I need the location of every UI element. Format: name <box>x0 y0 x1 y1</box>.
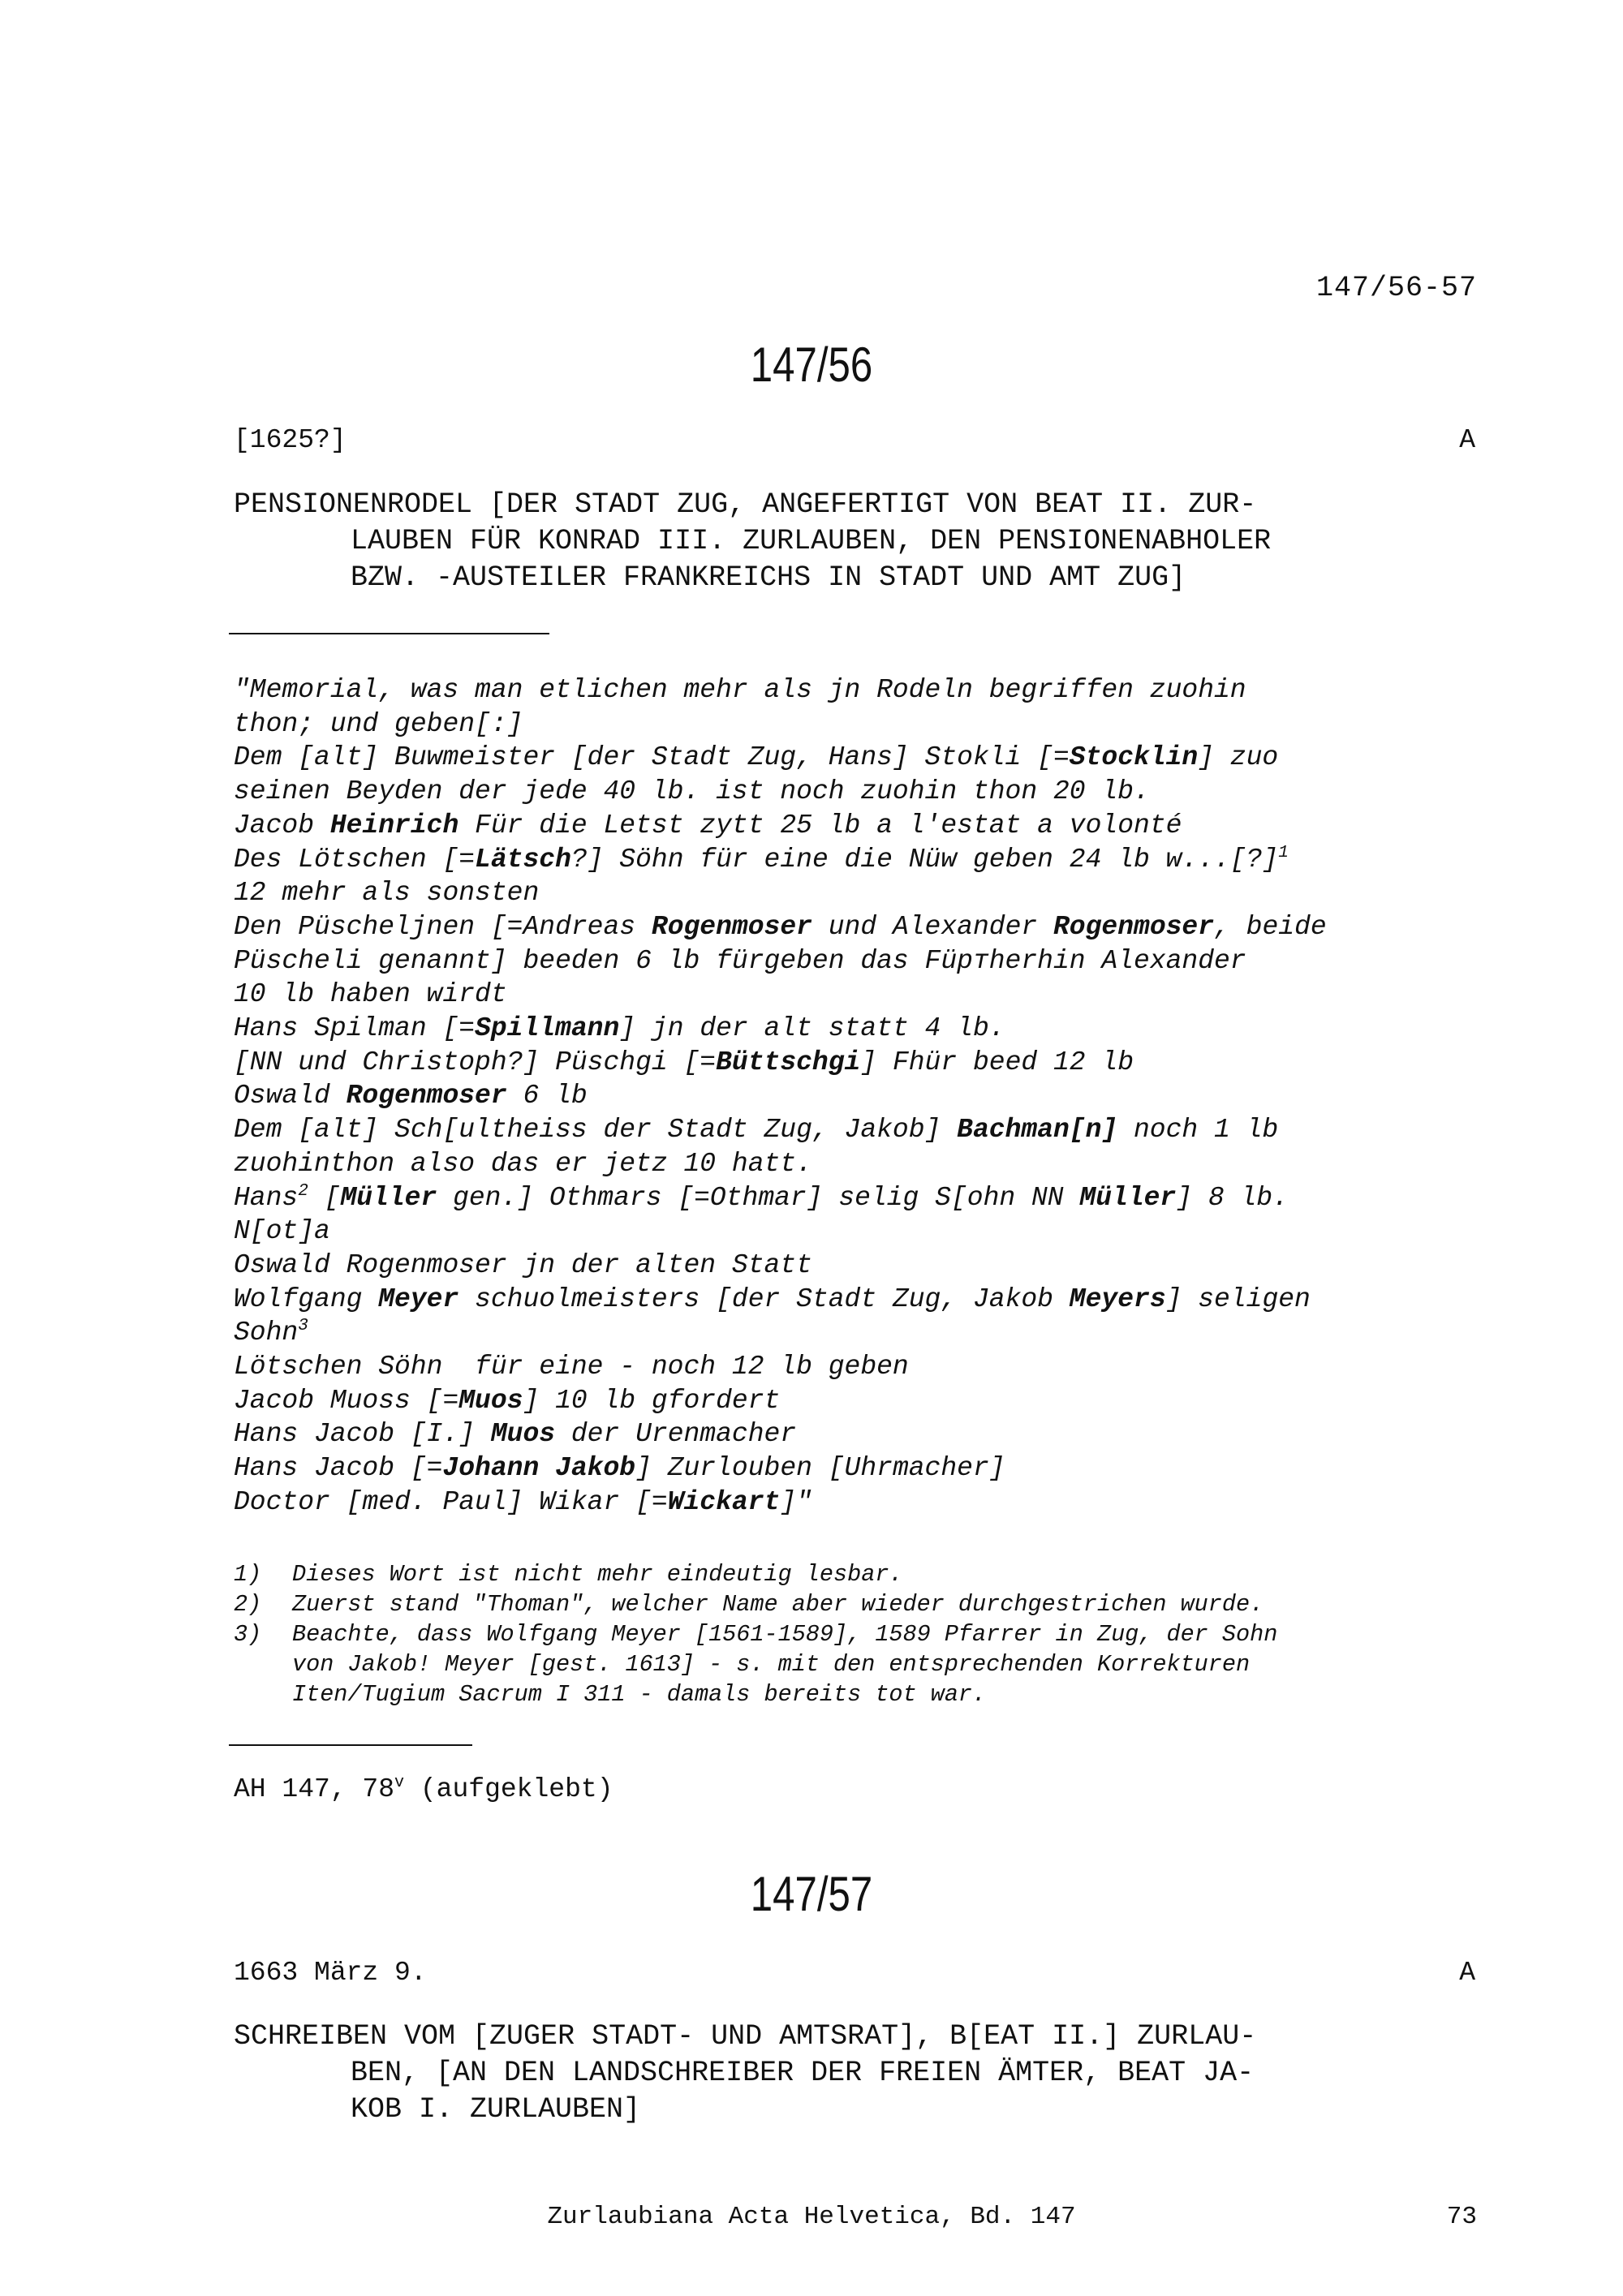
name-highlight: Lätsch <box>475 844 571 875</box>
document-series: A <box>1459 1958 1475 1988</box>
transcript-text: und Alexander <box>812 911 1053 942</box>
transcript-text: "Memorial, was man etlichen mehr als jn Rodeln begriffen zuohin <box>234 675 1246 705</box>
transcript-line <box>234 1350 1500 1384</box>
transcript-line <box>234 741 1500 775</box>
title-line: KOB I. ZURLAUBEN] <box>351 2093 641 2126</box>
document-date: 1663 März 9. <box>234 1958 427 1988</box>
name-highlight: Rogenmoser <box>651 911 812 942</box>
name-highlight: Heinrich <box>329 810 459 841</box>
source-superscript: v <box>394 1774 405 1792</box>
transcript-line <box>234 876 1500 910</box>
footnote-number: 3) <box>234 1621 262 1648</box>
name-highlight: Wickart <box>667 1486 781 1517</box>
name-highlight: Meyer <box>378 1283 459 1314</box>
transcript-line <box>234 775 1500 809</box>
transcript-line <box>234 707 1500 742</box>
transcript-line <box>234 978 1500 1012</box>
transcript-line <box>234 1046 1500 1080</box>
document-number: 147/57 <box>750 1867 873 1921</box>
transcript-text: Doctor [med. Paul] Wikar [= <box>234 1486 668 1517</box>
footnote-text: Beachte, dass Wolfgang Meyer [1561-1589], 1589 Pfarrer in Zug, der Sohn von Jakob! Meyer [gest. 1613] - s. mit den entsprechenden Korrekturen Iten/Tugium Sacrum I 311 - damals bereits tot war. <box>292 1621 1278 1708</box>
transcript-text: schuolmeisters [der Stadt Zug, Jakob <box>458 1283 1070 1314</box>
transcript-text: 6 lb <box>506 1081 588 1111</box>
footnote-text: Dieses Wort ist nicht mehr eindeutig lesbar. <box>292 1561 903 1588</box>
transcript-text: Dem [alt] Sch[ultheiss der Stadt Zug, Jakob] <box>234 1115 958 1146</box>
transcript-text: ] jn der alt statt 4 lb. <box>619 1013 1005 1044</box>
name-highlight: Spillmann <box>475 1013 620 1044</box>
name-highlight: Müller <box>1079 1182 1177 1213</box>
footer-title: Zurlaubiana Acta Helvetica, Bd. 147 <box>547 2203 1076 2231</box>
document-date: [1625?] <box>234 425 347 455</box>
transcript-text: Püscheli genannt] beeden 6 lb fürgeben das Füртherhin Alexander <box>234 945 1246 976</box>
title-line: SCHREIBEN VOM [ZUGER STADT- UND AMTSRAT], B[EAT II.] ZURLAU- <box>234 2020 1257 2053</box>
transcript-text: Wolfgang <box>234 1283 379 1314</box>
transcript-line <box>234 1384 1500 1418</box>
name-highlight: Stocklin <box>1069 742 1199 773</box>
transcript <box>234 673 1500 1520</box>
transcript-line <box>234 843 1500 877</box>
transcript-text: Jacob <box>234 810 330 841</box>
transcript-line <box>234 1316 1500 1350</box>
name-highlight: Bachman[n] <box>957 1115 1118 1146</box>
transcript-text: ] Zurlouben [Uhrmacher] <box>635 1453 1005 1484</box>
transcript-line <box>234 1215 1500 1249</box>
footnote-number: 1) <box>234 1561 262 1588</box>
transcript-text: Des Lötschen [= <box>234 844 476 875</box>
transcript-line <box>234 1012 1500 1046</box>
footnote-marker: 3 <box>298 1317 308 1336</box>
transcript-text: Oswald Rogenmoser jn der alten Statt <box>234 1249 812 1280</box>
transcript-text: , beide <box>1214 911 1327 942</box>
name-highlight: Müller <box>340 1182 437 1213</box>
transcript-text: Oswald <box>234 1081 347 1111</box>
transcript-text: der Urenmacher <box>555 1419 797 1450</box>
transcript-text: ] 8 lb. <box>1176 1182 1289 1213</box>
transcript-line <box>234 1417 1500 1451</box>
name-highlight: Muos <box>490 1419 556 1450</box>
divider <box>229 1744 472 1746</box>
transcript-text: noch 1 lb <box>1117 1115 1279 1146</box>
transcript-text: Den Püscheljnen [=Andreas <box>234 911 652 942</box>
name-highlight: Meyers <box>1069 1283 1166 1314</box>
title-line: BEN, [AN DEN LANDSCHREIBER DER FREIEN ÄMTER, BEAT JA- <box>351 2057 1255 2089</box>
transcript-text: Hans Jacob [I.] <box>234 1419 491 1450</box>
footnote-marker: 2 <box>298 1181 308 1201</box>
transcript-text: Dem [alt] Buwmeister [der Stadt Zug, Hans] Stokli [= <box>234 742 1070 773</box>
transcript-line <box>234 1283 1500 1317</box>
transcript-text: ] 10 lb gfordert <box>523 1385 781 1416</box>
transcript-line <box>234 673 1500 707</box>
transcript-line <box>234 1249 1500 1283</box>
title-line: LAUBEN FÜR KONRAD III. ZURLAUBEN, DEN PENSIONENABHOLER <box>351 525 1272 557</box>
name-highlight: Rogenmoser <box>346 1081 507 1111</box>
footnotes <box>234 1559 1500 1709</box>
document-series: A <box>1459 425 1475 455</box>
transcript-text: gen.] Othmars [=Othmar] selig S[ohn NN <box>437 1182 1080 1213</box>
footnote-marker: 1 <box>1278 843 1289 862</box>
transcript-line <box>234 1181 1500 1215</box>
document-number: 147/56 <box>750 338 873 392</box>
footnote-text: Zuerst stand "Thoman", welcher Name aber wieder durchgestrichen wurde. <box>292 1591 1264 1618</box>
footnote <box>234 1619 1500 1709</box>
transcript-line <box>234 1486 1500 1520</box>
page-number: 73 <box>1446 2203 1477 2231</box>
transcript-text: Sohn <box>234 1318 299 1348</box>
transcript-text: N[ot]a <box>234 1216 330 1247</box>
document-title <box>234 487 1427 596</box>
transcript-text: ]" <box>780 1486 812 1517</box>
name-highlight: Muos <box>458 1385 523 1416</box>
transcript-line <box>234 1113 1500 1147</box>
transcript-text: Hans Spilman [= <box>234 1013 476 1044</box>
transcript-line <box>234 1147 1500 1181</box>
source-citation <box>234 1774 613 1804</box>
transcript-text: ] seligen <box>1165 1283 1311 1314</box>
transcript-text: Lötschen Söhn für eine - noch 12 lb geben <box>234 1352 909 1382</box>
transcript-line <box>234 1079 1500 1113</box>
transcript-text: Hans <box>234 1182 299 1213</box>
divider <box>229 633 549 634</box>
footnote <box>234 1559 1500 1589</box>
transcript-line <box>234 910 1500 944</box>
transcript-text: 10 lb haben wirdt <box>234 979 507 1010</box>
transcript-text: Jacob Muoss [= <box>234 1385 459 1416</box>
transcript-text: ] Fhür beed 12 lb <box>860 1047 1134 1077</box>
transcript-text: thon; und geben[:] <box>234 708 523 739</box>
transcript-text: ?] Söhn für eine die Nüw geben 24 lb w...[?] <box>570 844 1279 875</box>
transcript-text: zuohinthon also das er jetz 10 hatt. <box>234 1148 812 1179</box>
name-highlight: Rogenmoser <box>1053 911 1215 942</box>
name-highlight: Johann Jakob <box>442 1453 636 1484</box>
transcript-text: [ <box>308 1182 341 1213</box>
transcript-line <box>234 1451 1500 1486</box>
transcript-text: ] zuo <box>1198 742 1279 773</box>
source-text: AH 147, 78 <box>234 1774 395 1804</box>
title-line: PENSIONENRODEL [DER STADT ZUG, ANGEFERTIGT VON BEAT II. ZUR- <box>234 488 1257 521</box>
transcript-text: Hans Jacob [= <box>234 1453 443 1484</box>
transcript-text: Für die Letst zytt 25 lb a l'estat a volonté <box>458 810 1182 841</box>
footnote-number: 2) <box>234 1591 262 1618</box>
transcript-text: 12 mehr als sonsten <box>234 878 540 909</box>
document-title <box>234 2019 1427 2128</box>
title-line: BZW. -AUSTEILER FRANKREICHS IN STADT UND AMT ZUG] <box>351 561 1186 594</box>
source-suffix: (aufgeklebt) <box>404 1774 613 1804</box>
transcript-text: seinen Beyden der jede 40 lb. ist noch zuohin thon 20 lb. <box>234 776 1150 807</box>
footnote <box>234 1589 1500 1619</box>
transcript-line <box>234 944 1500 978</box>
transcript-text: [NN und Christoph?] Püschgi [= <box>234 1047 717 1077</box>
page-reference: 147/56-57 <box>1315 272 1477 304</box>
transcript-line <box>234 809 1500 843</box>
name-highlight: Büttschgi <box>716 1047 861 1077</box>
